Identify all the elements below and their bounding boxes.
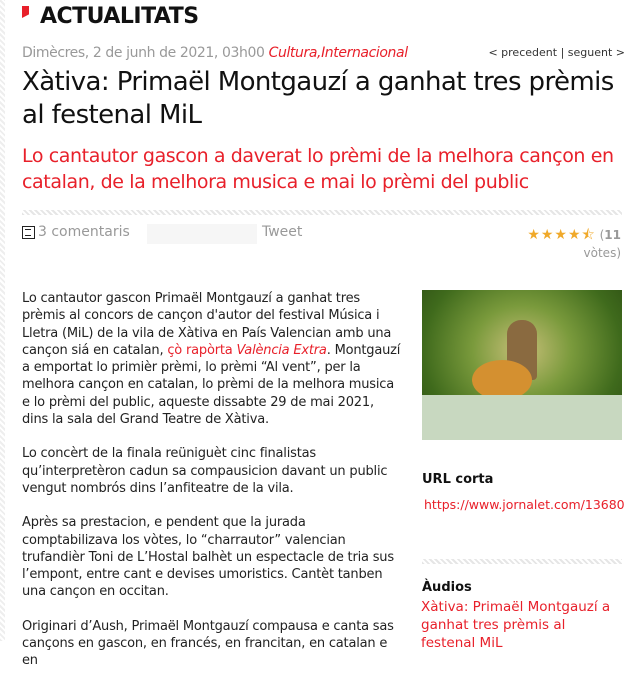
link-text: çò rapòrta (167, 342, 237, 358)
paragraph: Après sa prestacion, e pendent que la jurada comptabilizava los vòtes, lo “charrautor” valencian trufandièr Toni de L’Hostal balhèt un espectacle de tria sus l’empont, entre cant e devises umoristics. Cantèt tanben una cançon en occitan. (22, 515, 394, 600)
paren: ( (599, 228, 605, 242)
sidebar-divider (422, 559, 622, 564)
paragraph: Lo concèrt de la finala reüniguèt cinc finalistas qu’interpretèron cadun sa compausicion davant un public vengut nombrós dins l’anfiteatre de la vila. (22, 446, 388, 496)
votes-count: 11 (604, 228, 621, 242)
subtitle: Lo cantautor gascon a daverat lo prèmi de la melhora cançon en catalan, de la melhora musica e mai lo prèmi del public (22, 145, 614, 193)
votes-label: vòtes) (583, 246, 621, 260)
article-photo[interactable] (422, 290, 622, 440)
photo-guitar (472, 360, 532, 400)
facebook-like-placeholder[interactable] (147, 224, 257, 244)
page-edge-pattern (0, 0, 5, 641)
article-meta (22, 45, 408, 61)
text: Lo cantautor gascon Primaël Montgauzí a ganhat tres prèmis al concors de cançon d'autor del festival Música i Lletra (MiL) de la vila de Xàtiva en País Valencian amb una cançon siá en catalan, (22, 291, 392, 358)
source-link[interactable] (167, 343, 326, 358)
rating[interactable] (527, 226, 621, 262)
url-heading: URL corta (422, 472, 494, 487)
audio-heading: Àudios (422, 580, 472, 595)
article-body (22, 290, 402, 687)
nav-separator: | (560, 46, 565, 59)
section-flag-icon (22, 6, 29, 18)
divider (22, 210, 622, 215)
comments-link[interactable] (22, 224, 130, 240)
short-url-link[interactable]: https://www.jornalet.com/13680 (424, 497, 625, 512)
text: . Montgauzí a emportat lo primièr prèmi, lo prèmi “Al vent”, per la melhora cançon en catalan, lo prèmi de la melhora musica e lo prèmi del public, aqueste dissabte 29 de mai 2021, dins la sala del Grand Teatre de Xàtiva. (22, 342, 401, 428)
next-link[interactable]: seguent > (567, 46, 625, 59)
article-nav (488, 46, 625, 59)
paragraph (22, 290, 402, 428)
headline: Xàtiva: Primaël Montgauzí a ganhat tres prèmis al festenal MiL (22, 67, 614, 130)
link-source-name: València Extra (236, 342, 327, 358)
category-links[interactable]: Cultura,Internacional (268, 45, 408, 61)
prev-link[interactable]: < precedent (488, 46, 558, 59)
tweet-button[interactable]: Tweet (262, 224, 303, 240)
paragraph: Originari d’Aush, Primaël Montgauzí compausa e canta sas cançons en gascon, en francés, en francitan, en catalan e en (22, 618, 394, 669)
comment-icon (22, 226, 35, 239)
audio-link[interactable]: Xàtiva: Primaël Montgauzí a ganhat tres prèmis al festenal MiL (421, 599, 611, 651)
rating-stars-icon[interactable]: ★★★★⯪ (527, 227, 596, 243)
photo-table (422, 395, 622, 440)
article-date: Dimècres, 2 de junh de 2021, 03h00 (22, 45, 265, 61)
comments-count: 3 comentaris (38, 224, 130, 240)
section-title: ACTUALITATS (40, 4, 199, 29)
